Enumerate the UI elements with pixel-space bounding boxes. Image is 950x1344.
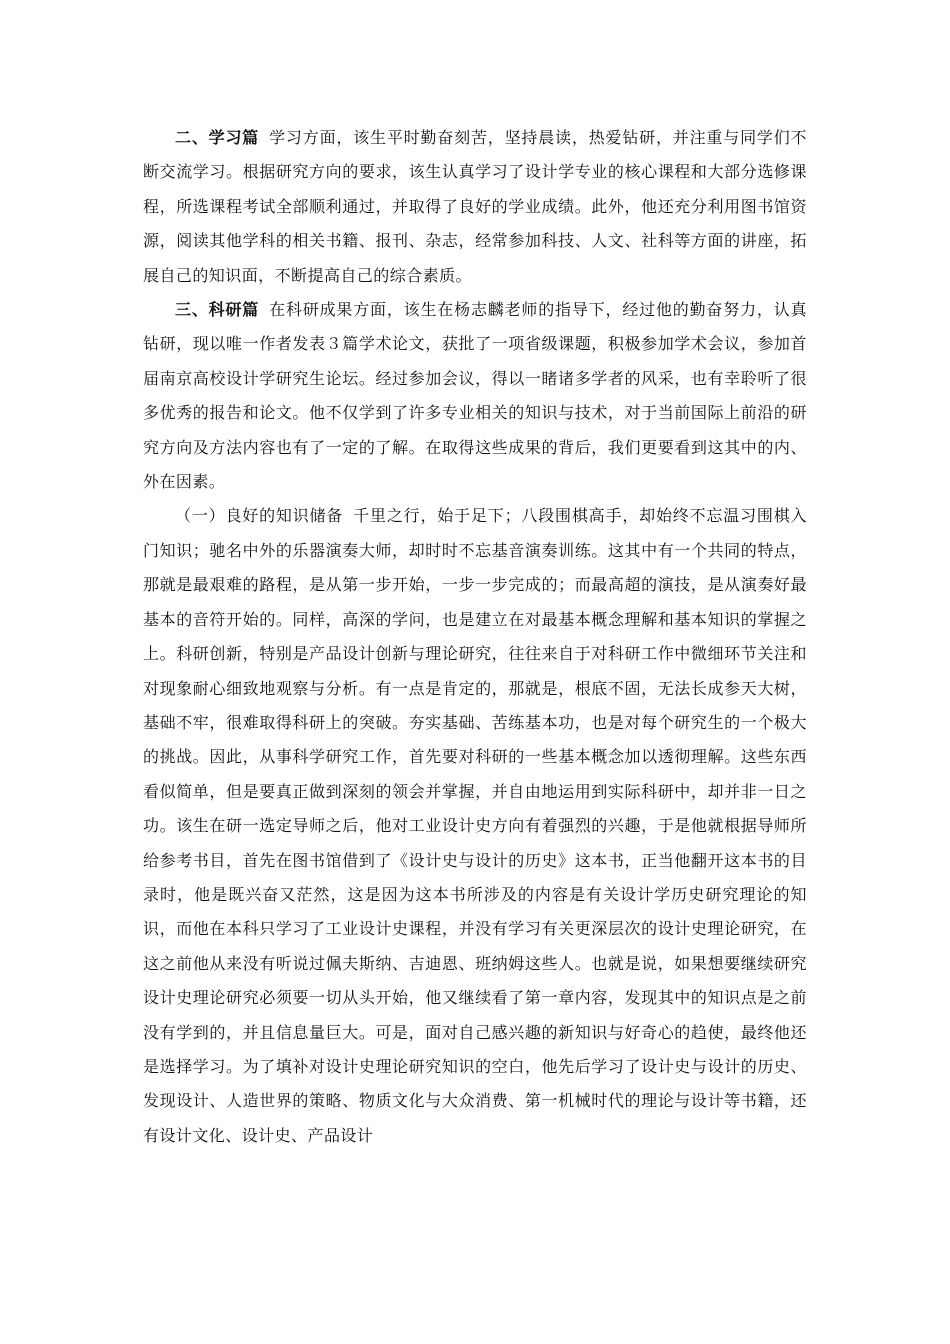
paragraph-text-study: 学习方面，该生平时勤奋刻苦，坚持晨读，热爱钻研，并注重与同学们不断交流学习。根据研究方向的要求，该生认真学习了设计学专业的核心课程和大部分选修课程，所选课程考试全部顺利通过，并取得了良好的学业成绩。此外，他还充分利用图书馆资源，阅读其他学科的相关书籍、报刊、杂志，经常参加科技、人文、社科等方面的讲座，拓展自己的知识面，不断提高自己的综合素质。 [143,128,807,285]
paragraph-text-knowledge: 千里之行，始于足下；八段围棋高手，却始终不忘温习围棋入门知识；驰名中外的乐器演奏大师，却时时不忘基音演奏训练。这其中有一个共同的特点，那就是最艰难的路程，是从第一步开始，一步一步完成的；而最高超的演技，是从演奏好最基本的音符开始的。同样，高深的学问，也是建立在对最基本概念理解和基本知识的掌握之上。科研创新，特别是产品设计创新与理论研究，往往来自于对科研工作中微细环节关注和对现象耐心细致地观察与分析。有一点是肯定的，那就是，根底不固，无法长成参天大树，基础不牢，很难取得科研上的突破。夯实基础、苦练基本功，也是对每个研究生的一个极大的挑战。因此，从事科学研究工作，首先要对科研的一些基本概念加以透彻理解。这些东西看似简单，但是要真正做到深刻的领会并掌握，并自由地运用到实际科研中，却并非一日之功。该生在研一选定导师之后，他对工业设计史方向有着强烈的兴趣，于是他就根据导师所给参考书目，首先在图书馆借到了《设计史与设计的历史》这本书，正当他翻开这本书的目录时，他是既兴奋又茫然，这是因为这本书所涉及的内容是有关设计学历史研究理论的知识，而他在本科只学习了工业设计史课程，并没有学习有关更深层次的设计史理论研究，在这之前他从来没有听说过佩夫斯纳、吉迪恩、班纳姆这些人。也就是说，如果想要继续研究设计史理论研究必须要一切从头开始，他又继续看了第一章内容，发现其中的知识点是之前没有学到的，并且信息量巨大。可是，面对自己感兴趣的新知识与好奇心的趋使，最终他还是选择学习。为了填补对设计史理论研究知识的空白，他先后学习了设计史与设计的历史、发现设计、人造世界的策略、物质文化与大众消费、第一机械时代的理论与设计等书籍，还有设计文化、设计史、产品设计 [143,506,807,1145]
section-heading-research: 三、科研篇 [175,300,260,320]
sub-heading-knowledge: （一）良好的知识储备 [175,506,344,526]
paragraph-study [143,121,807,293]
document-body [143,121,807,1153]
section-heading-study: 二、学习篇 [175,128,260,147]
paragraph-research [143,293,807,499]
paragraph-text-research: 在科研成果方面，该生在杨志麟老师的指导下，经过他的勤奋努力，认真钻研，现以唯一作者发表３篇学术论文，获批了一项省级课题，积极参加学术会议，参加首届南京高校设计学研究生论坛。经过参加会议，得以一睹诸多学者的风采，也有幸聆听了很多优秀的报告和论文。他不仅学到了许多专业相关的知识与技术，对于当前国际上前沿的研究方向及方法内容也有了一定的了解。在取得这些成果的背后，我们更要看到这其中的内、外在因素。 [143,300,807,492]
paragraph-knowledge [143,499,807,1153]
